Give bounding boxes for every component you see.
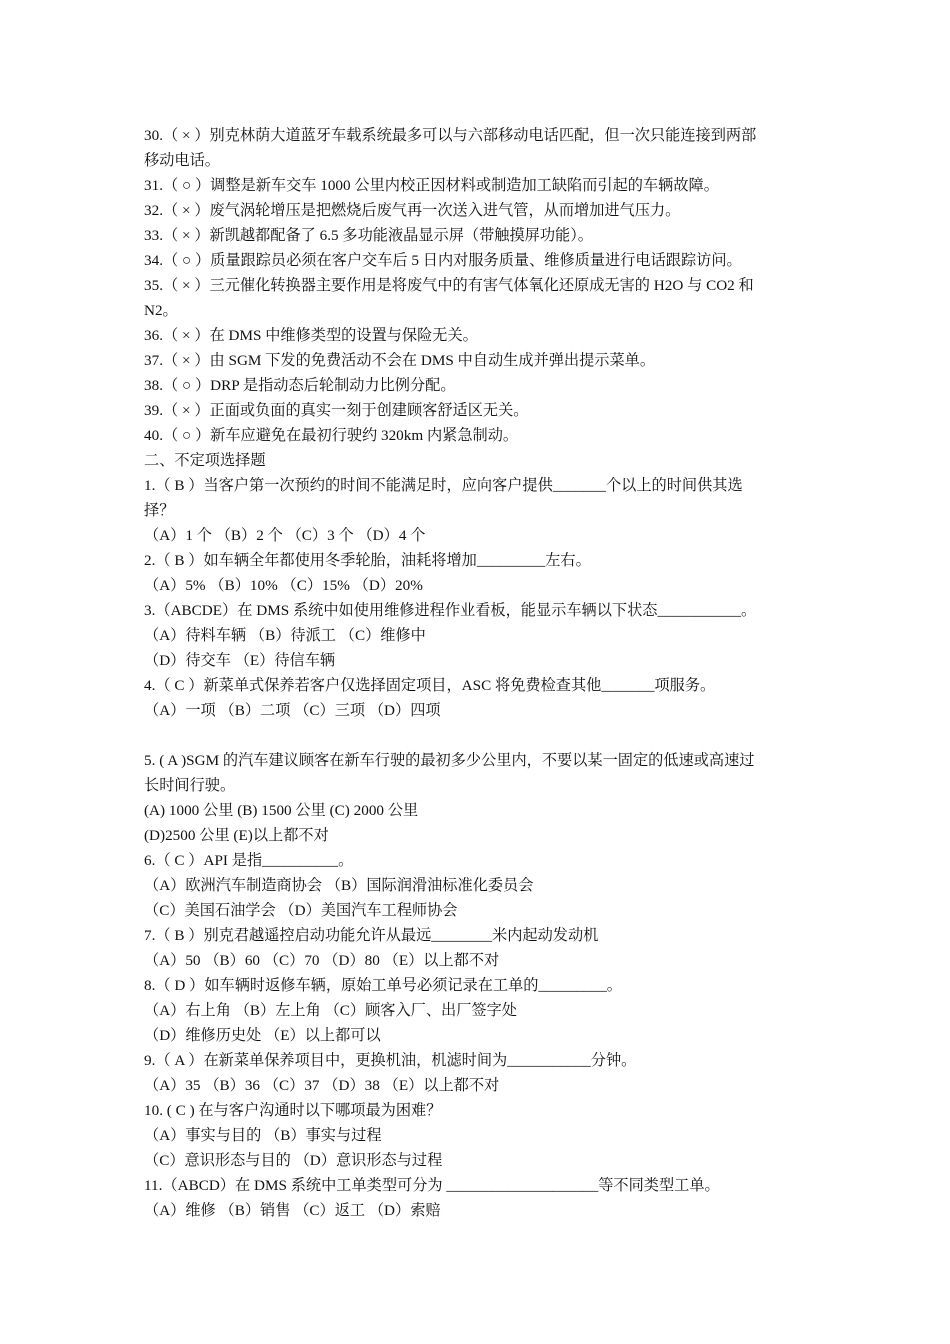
text-line: 36.（ × ）在 DMS 中维修类型的设置与保险无关。 <box>144 327 478 344</box>
options-line: （A）5% （B）10% （C）15% （D）20% <box>144 577 423 594</box>
options-line: （A）一项 （B）二项 （C）三项 （D）四项 <box>144 702 441 719</box>
text-line: 移动电话。 <box>144 152 220 169</box>
options-line: (A) 1000 公里 (B) 1500 公里 (C) 2000 公里 <box>144 802 419 819</box>
question-line: 8.（ D ）如车辆时返修车辆，原始工单号必须记录在工单的_________。 <box>144 977 622 994</box>
blank-line <box>144 723 820 748</box>
question-line: 1.（ B ）当客户第一次预约的时间不能满足时，应向客户提供_______个以上的时间供其选 <box>144 477 743 494</box>
options-line: （C）意识形态与目的 （D）意识形态与过程 <box>144 1152 443 1169</box>
options-line: （A）50 （B）60 （C）70 （D）80 （E）以上都不对 <box>144 952 500 969</box>
text-line: 37.（ × ）由 SGM 下发的免费活动不会在 DMS 中自动生成并弹出提示菜单。 <box>144 352 656 369</box>
question-line: 择？ <box>144 502 175 519</box>
text-line: 40.（ ○ ）新车应避免在最初行驶约 320km 内紧急制动。 <box>144 427 519 444</box>
options-line: (D)2500 公里 (E)以上都不对 <box>144 827 329 844</box>
document-page <box>144 123 820 1223</box>
question-line: 10. ( C ) 在与客户沟通时以下哪项最为困难？ <box>144 1102 442 1119</box>
options-line: （D）待交车 （E）待信车辆 <box>144 652 336 669</box>
question-line: 长时间行驶。 <box>144 777 236 794</box>
question-line: 11.（ABCD）在 DMS 系统中工单类型可分为 ____________________等不同类型工单。 <box>144 1177 720 1194</box>
options-line: （A）35 （B）36 （C）37 （D）38 （E）以上都不对 <box>144 1077 500 1094</box>
options-line: （A）1 个 （B）2 个 （C）3 个 （D）4 个 <box>144 527 426 544</box>
question-line: 3.（ABCDE）在 DMS 系统中如使用维修进程作业看板，能显示车辆以下状态___________。 <box>144 602 757 619</box>
text-line: 31.（ ○ ）调整是新车交车 1000 公里内校正因材料或制造加工缺陷而引起的车辆故障。 <box>144 177 719 194</box>
text-line: 34.（ ○ ）质量跟踪员必须在客户交车后 5 日内对服务质量、维修质量进行电话跟踪访问。 <box>144 252 742 269</box>
options-line: （A）欧洲汽车制造商协会 （B）国际润滑油标准化委员会 <box>144 877 534 894</box>
question-line: 4.（ C ）新菜单式保养若客户仅选择固定项目，ASC 将免费检查其他_______项服务。 <box>144 677 716 694</box>
question-line: 6.（ C ）API 是指__________。 <box>144 852 354 869</box>
question-line: 9.（ A ）在新菜单保养项目中，更换机油，机滤时间为___________分钟。 <box>144 1052 637 1069</box>
options-line: （A）待料车辆 （B）待派工 （C）维修中 <box>144 627 426 644</box>
text-line: 35.（ × ）三元催化转换器主要作用是将废气中的有害气体氧化还原成无害的 H2O 与 CO2 和 <box>144 277 754 294</box>
text-line: 39.（ × ）正面或负面的真实一刻于创建顾客舒适区无关。 <box>144 402 529 419</box>
question-line: 5. ( A )SGM 的汽车建议顾客在新车行驶的最初多少公里内，不要以某一固定的低速或高速过 <box>144 752 755 769</box>
options-line: （C）美国石油学会 （D）美国汽车工程师协会 <box>144 902 458 919</box>
text-line: 32.（ × ）废气涡轮增压是把燃烧后废气再一次送入进气管，从而增加进气压力。 <box>144 202 681 219</box>
options-line: （A）右上角 （B）左上角 （C）顾客入厂、出厂签字处 <box>144 1002 517 1019</box>
text-line: 38.（ ○ ）DRP 是指动态后轮制动力比例分配。 <box>144 377 456 394</box>
options-line: （A）事实与目的 （B）事实与过程 <box>144 1127 382 1144</box>
options-line: （A）维修 （B）销售 （C）返工 （D）索赔 <box>144 1202 441 1219</box>
text-line: N2。 <box>144 302 178 319</box>
text-line: 30.（ × ）别克林荫大道蓝牙车载系统最多可以与六部移动电话匹配，但一次只能连接到两部 <box>144 127 757 144</box>
question-line: 7.（ B ）别克君越遥控启动功能允许从最远________米内起动发动机 <box>144 927 599 944</box>
options-line: （D）维修历史处 （E）以上都可以 <box>144 1027 381 1044</box>
section-heading: 二、不定项选择题 <box>144 452 266 469</box>
text-line: 33.（ × ）新凯越都配备了 6.5 多功能液晶显示屏（带触摸屏功能）。 <box>144 227 593 244</box>
question-line: 2.（ B ）如车辆全年都使用冬季轮胎，油耗将增加_________左右。 <box>144 552 591 569</box>
